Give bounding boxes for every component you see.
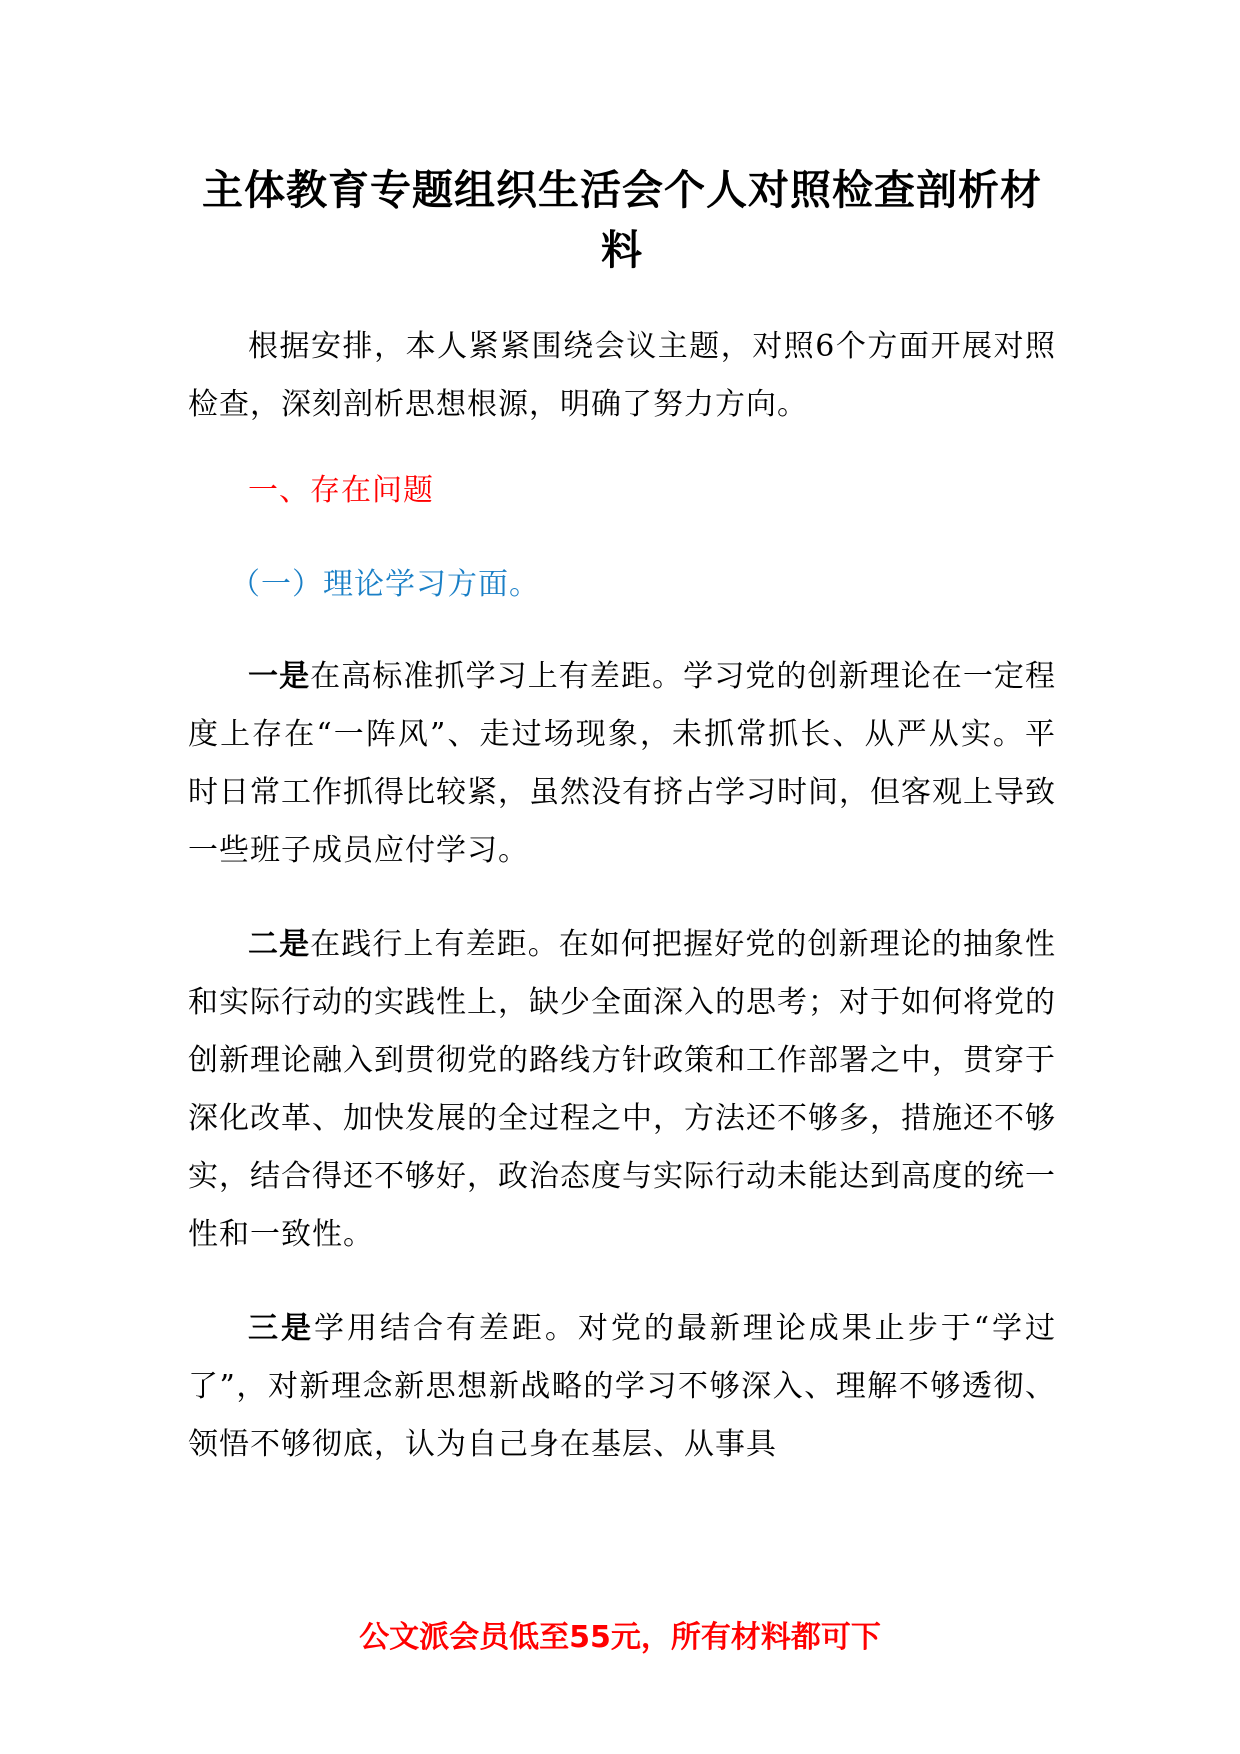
point-lead-1: 一是	[248, 659, 311, 694]
point-paragraph-2	[188, 916, 1056, 1264]
membership-ad-banner[interactable]: 公文派会员低至55元，所有材料都可下	[359, 1620, 881, 1655]
point-paragraph-3	[188, 1300, 1056, 1474]
subsection-heading: （一）理论学习方面。	[230, 567, 540, 602]
document-body	[188, 160, 1056, 1474]
intro-paragraph: 根据安排，本人紧紧围绕会议主题，对照6个方面开展对照检查，深刻剖析思想根源，明确了努力方向。	[188, 329, 1056, 422]
point-paragraph-1	[188, 648, 1056, 880]
point-lead-2: 二是	[248, 927, 311, 962]
point-text-3: 学用结合有差距。对党的最新理论成果止步于“学过了”，对新理念新思想新战略的学习不够深入、理解不够透彻、领悟不够彻底，认为自己身在基层、从事具	[188, 1311, 1057, 1462]
section-heading: 一、存在问题	[248, 473, 434, 508]
point-text-2: 在践行上有差距。在如何把握好党的创新理论的抽象性和实际行动的实践性上，缺少全面深入的思考；对于如何将党的创新理论融入到贯彻党的路线方针政策和工作部署之中，贯穿于深化改革、加快发展的全过程之中，方法还不够多，措施还不够实，结合得还不够好，政治态度与实际行动未能达到高度的统一性和一致性。	[188, 927, 1057, 1252]
point-lead-3: 三是	[248, 1311, 314, 1346]
document-title: 主体教育专题组织生活会个人对照检查剖析材料	[202, 166, 1042, 274]
point-text-1: 在高标准抓学习上有差距。学习党的创新理论在一定程度上存在“一阵风”、走过场现象，未抓常抓长、从严从实。平时日常工作抓得比较紧，虽然没有挤占学习时间，但客观上导致一些班子成员应付学习。	[188, 659, 1057, 868]
